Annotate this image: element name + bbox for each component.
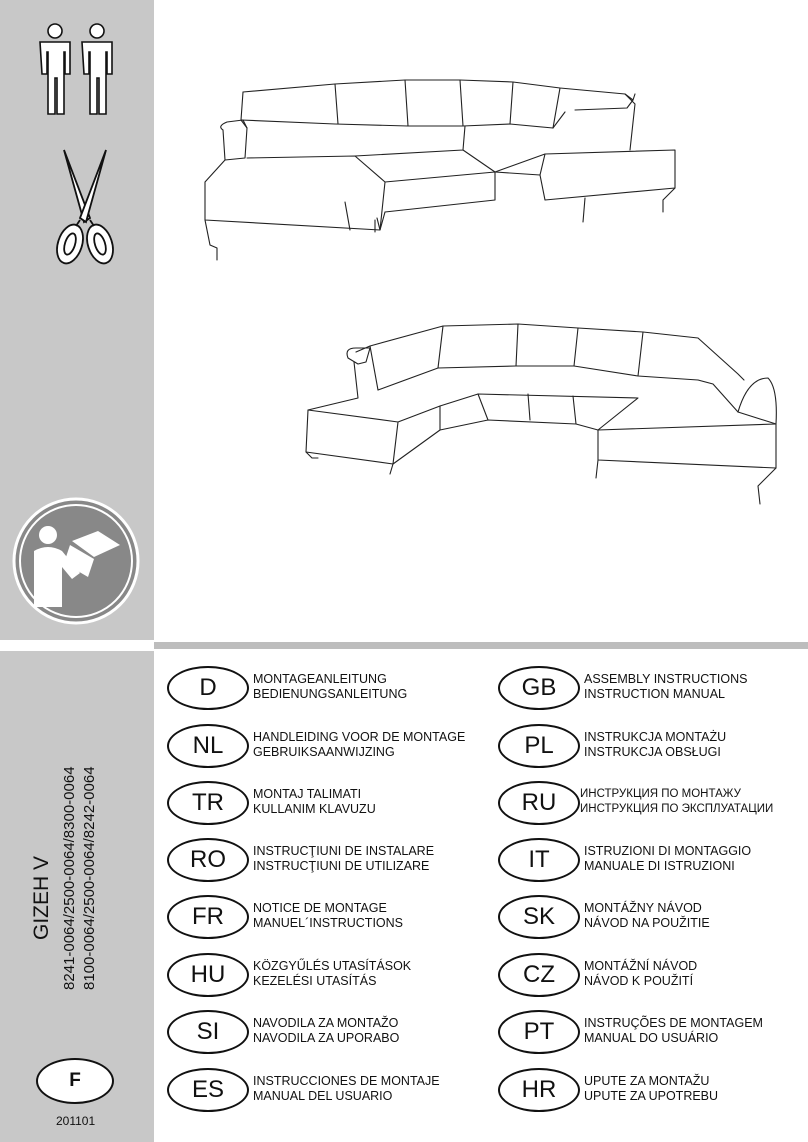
- language-line1: NAVODILA ZA MONTAŽO: [253, 1016, 399, 1030]
- language-entry: [498, 724, 808, 768]
- language-code-badge: PT: [498, 1010, 580, 1054]
- language-line1: HANDLEIDING VOOR DE MONTAGE: [253, 730, 466, 744]
- language-line1: ISTRUZIONI DI MONTAGGIO: [584, 844, 752, 858]
- language-line1: ASSEMBLY INSTRUCTIONS: [584, 672, 748, 686]
- language-line1: KÖZGYŰLÉS UTASÍTÁSOK: [253, 959, 412, 973]
- language-entry: [498, 666, 808, 710]
- language-code-badge: FR: [167, 895, 249, 939]
- language-line1: INSTRUCŢIUNI DE INSTALARE: [253, 844, 435, 858]
- language-line1: MONTAJ TALIMATI: [253, 787, 362, 801]
- language-entry: [167, 838, 477, 882]
- language-entry: [498, 838, 808, 882]
- language-code-badge: PL: [498, 724, 580, 768]
- scissors-icon: [50, 148, 120, 270]
- language-line2: MANUAL DO USUÁRIO: [584, 1031, 719, 1045]
- language-entry: [167, 1010, 477, 1054]
- language-code-badge: SK: [498, 895, 580, 939]
- language-entry: [167, 666, 477, 710]
- language-entry: [498, 1010, 808, 1054]
- language-entry: [498, 781, 808, 825]
- document-date: 201101: [56, 1114, 96, 1128]
- language-entry: [167, 781, 477, 825]
- language-entry: [167, 1068, 477, 1112]
- language-line2: GEBRUIKSAANWIJZING: [253, 745, 395, 759]
- language-line2: KULLANIM KLAVUZU: [253, 802, 376, 816]
- sofa-illustration-bottom: [298, 318, 788, 518]
- language-line2: BEDIENUNGSANLEITUNG: [253, 687, 408, 701]
- language-entry: [167, 724, 477, 768]
- language-code-badge: NL: [167, 724, 249, 768]
- language-line2: NÁVOD K POUŽITÍ: [584, 974, 694, 988]
- language-code-badge: GB: [498, 666, 580, 710]
- language-line1: NOTICE DE MONTAGE: [253, 901, 387, 915]
- language-code-badge: HU: [167, 953, 249, 997]
- language-line1: ИНСТРУКЦИЯ ПО МОНТАЖУ: [580, 788, 741, 800]
- language-code-badge: CZ: [498, 953, 580, 997]
- language-line2: ИНСТРУКЦИЯ ПО ЭКСПЛУАТАЦИИ: [580, 803, 774, 815]
- language-code-badge: SI: [167, 1010, 249, 1054]
- language-line1: INSTRUKCJA MONTAŻU: [584, 730, 727, 744]
- product-code-line: 8241-0064/2500-0064/8300-0064: [61, 766, 78, 990]
- language-line1: MONTÁŽNY NÁVOD: [584, 901, 702, 915]
- language-line2: INSTRUCTION MANUAL: [584, 687, 725, 701]
- language-entry: [167, 895, 477, 939]
- product-code-line: 8100-0064/2500-0064/8242-0064: [81, 766, 98, 990]
- language-line1: MONTÁŽNÍ NÁVOD: [584, 959, 698, 973]
- language-entry: [498, 895, 808, 939]
- language-line2: MANUAL DEL USUARIO: [253, 1089, 393, 1103]
- language-code-badge: ES: [167, 1068, 249, 1112]
- language-entry: [498, 953, 808, 997]
- language-line2: KEZELÉSI UTASÍTÁS: [253, 974, 377, 988]
- language-code-badge: TR: [167, 781, 249, 825]
- language-line2: NÁVOD NA POUŽITIE: [584, 916, 710, 930]
- language-code-badge: RU: [498, 781, 580, 825]
- language-line2: INSTRUCŢIUNI DE UTILIZARE: [253, 859, 430, 873]
- language-code-badge: D: [167, 666, 249, 710]
- divider: [154, 642, 808, 649]
- language-line2: MANUEL´INSTRUCTIONS: [253, 916, 404, 930]
- language-entry: [498, 1068, 808, 1112]
- read-manual-icon: [12, 497, 140, 625]
- language-line1: UPUTE ZA MONTAŽU: [584, 1074, 710, 1088]
- language-line1: INSTRUÇÕES DE MONTAGEM: [584, 1016, 763, 1030]
- sofa-illustration-top: [195, 70, 685, 270]
- two-persons-icon: [34, 22, 120, 116]
- language-code-badge: IT: [498, 838, 580, 882]
- language-code-badge: HR: [498, 1068, 580, 1112]
- language-entry: [167, 953, 477, 997]
- model-title: GIZEH V: [30, 855, 53, 940]
- product-codes: [60, 766, 100, 990]
- language-line2: NAVODILA ZA UPORABO: [253, 1031, 400, 1045]
- language-line2: MANUALE DI ISTRUZIONI: [584, 859, 735, 873]
- language-code-badge: RO: [167, 838, 249, 882]
- variant-badge: F: [36, 1058, 114, 1104]
- language-line1: INSTRUCCIONES DE MONTAJE: [253, 1074, 440, 1088]
- language-line1: MONTAGEANLEITUNG: [253, 672, 387, 686]
- language-line2: INSTRUKCJA OBSŁUGI: [584, 745, 721, 759]
- language-line2: UPUTE ZA UPOTREBU: [584, 1089, 719, 1103]
